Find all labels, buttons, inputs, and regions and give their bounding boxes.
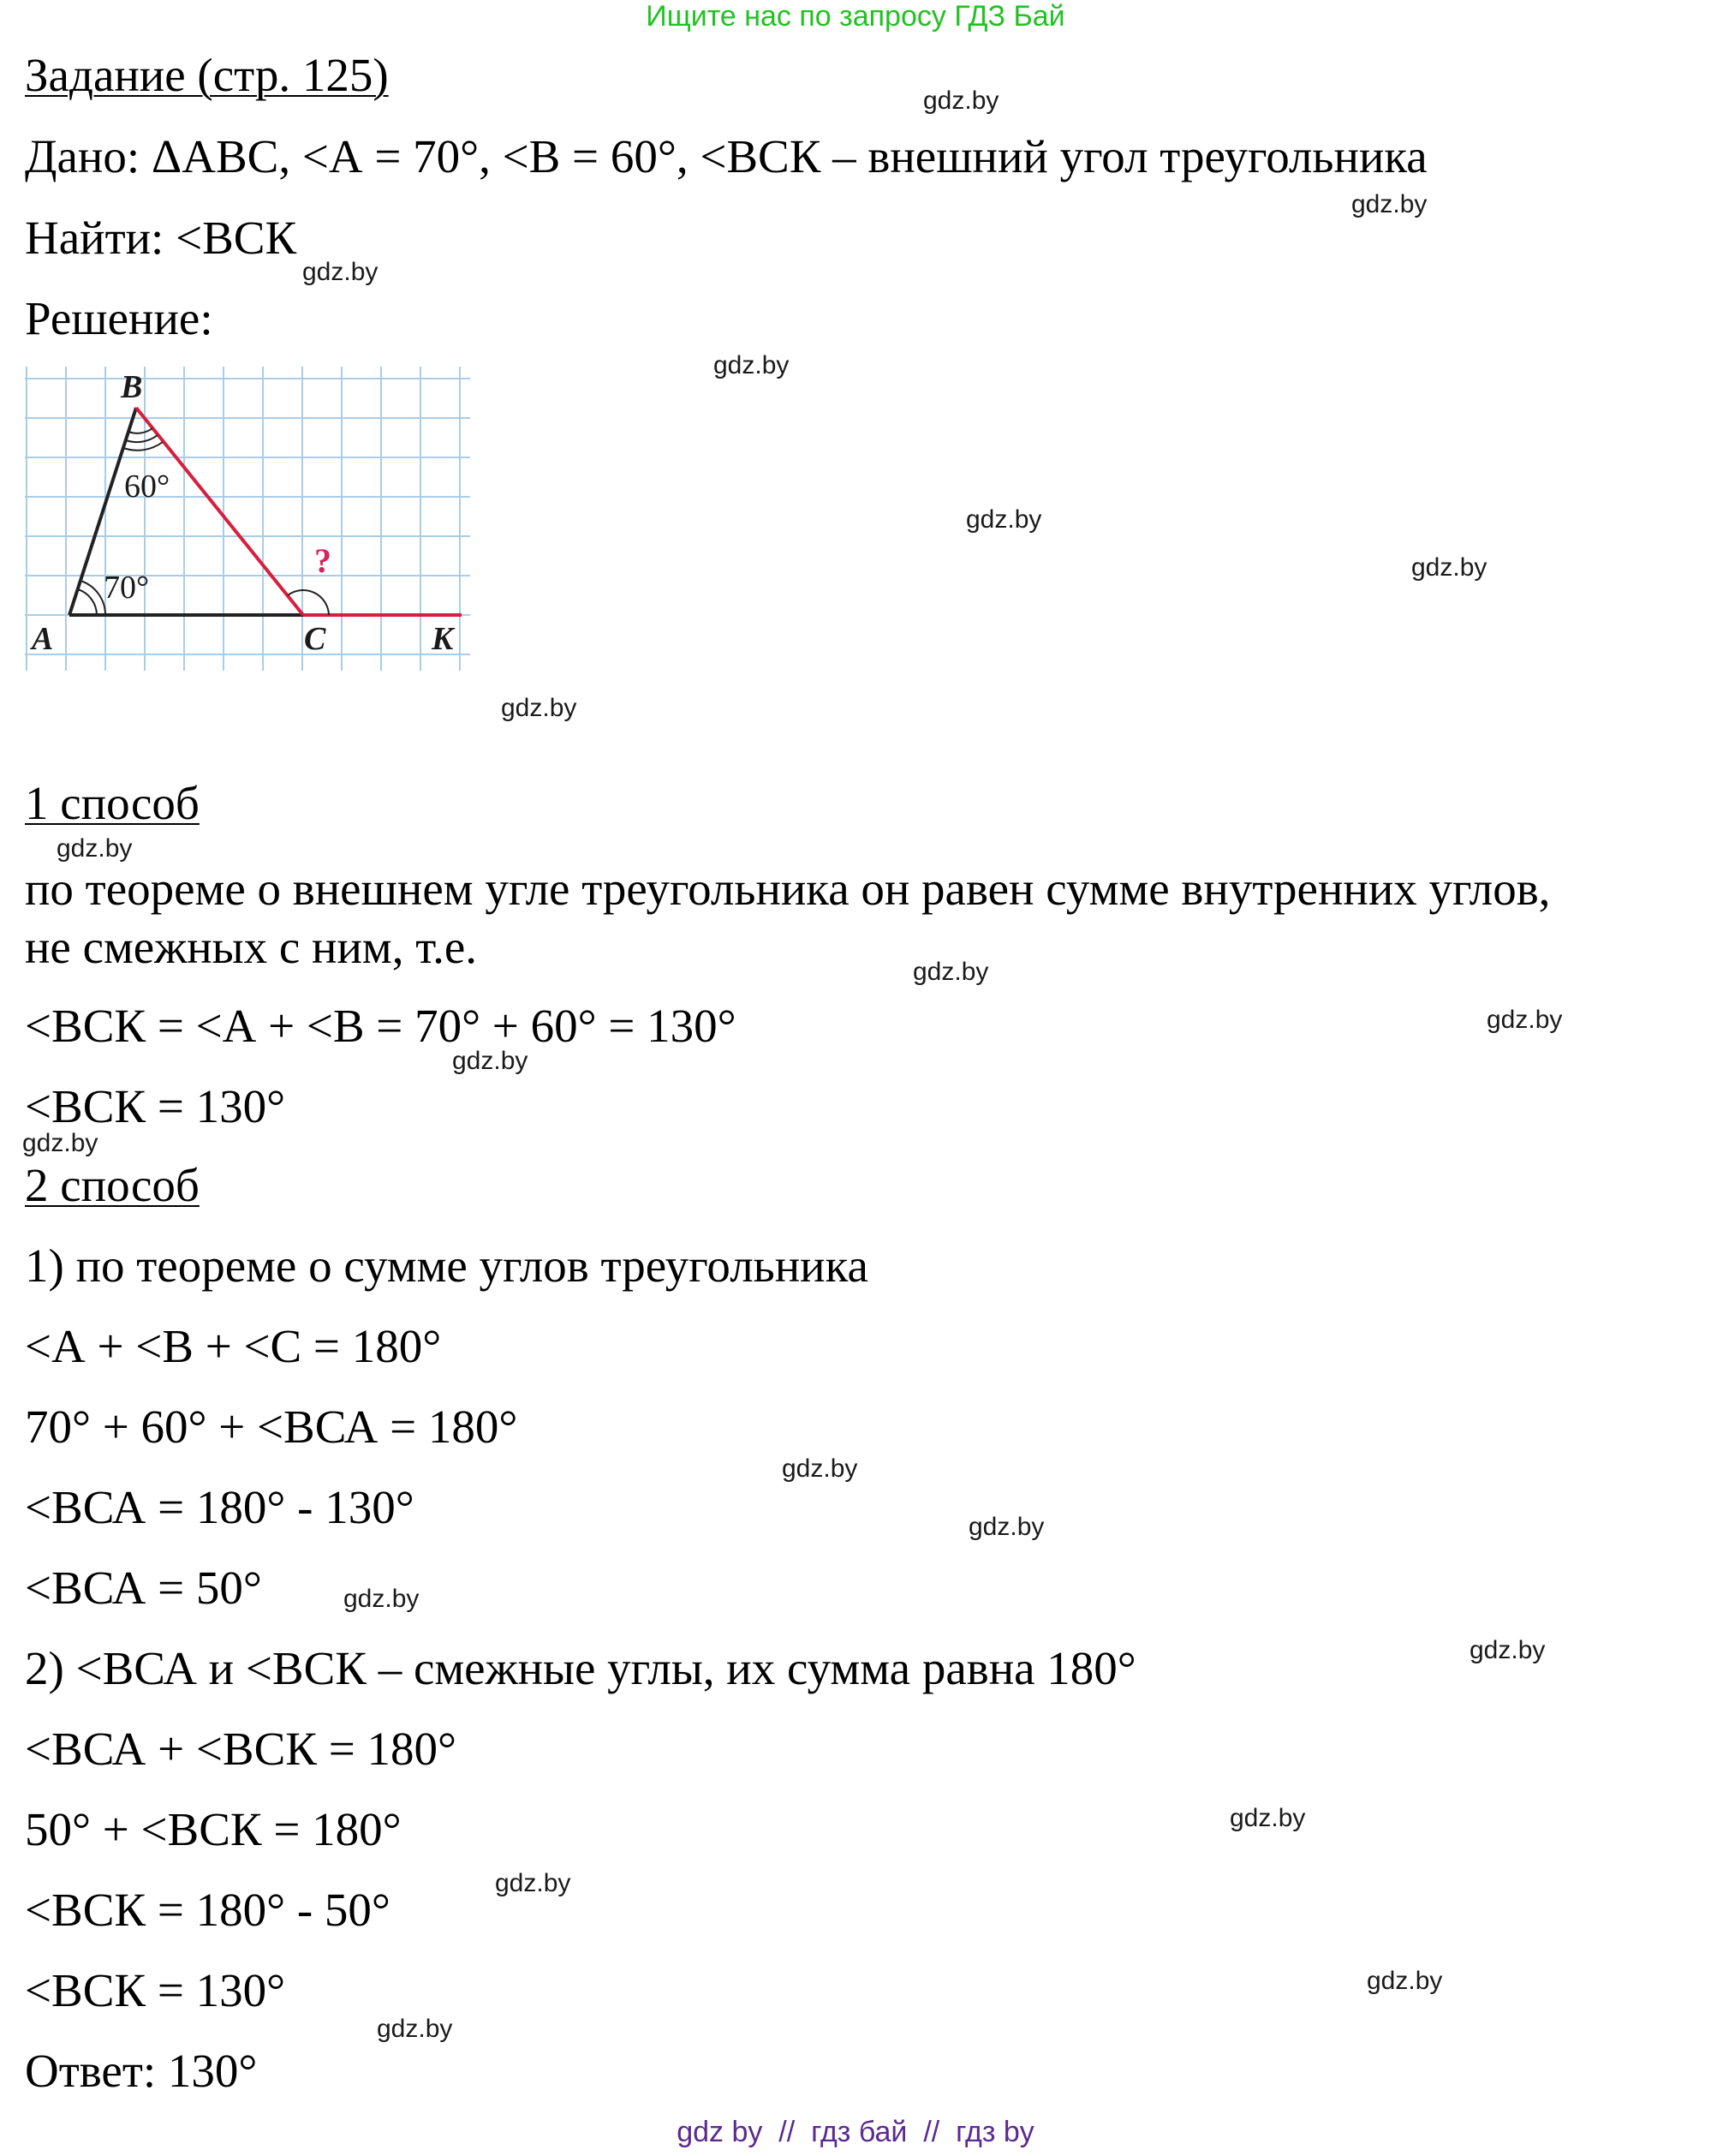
- vertex-k-label: K: [432, 621, 454, 657]
- method1-text-1: по теореме о внешнем угле треугольника он равен сумме внутренних углов,: [25, 863, 1551, 915]
- watermark: gdz.by: [501, 694, 577, 722]
- watermark: gdz.by: [302, 258, 379, 286]
- method2-eq-2: 70° + 60° + <ВСА = 180°: [25, 1401, 518, 1453]
- method2-eq-8: <ВСК = 130°: [25, 1964, 286, 2016]
- find-line: Найти: <ВСК: [25, 212, 297, 264]
- method1-text-2: не смежных с ним, т.е.: [25, 921, 478, 973]
- method2-eq-6: 50° + <ВСК = 180°: [25, 1803, 402, 1855]
- angle-b-arc-3: [123, 442, 163, 451]
- method2-eq-3: <ВСА = 180° - 130°: [25, 1481, 414, 1533]
- watermark: gdz.by: [1487, 1006, 1563, 1034]
- method2-eq-5: <ВСА + <ВСК = 180°: [25, 1723, 456, 1775]
- answer-line: Ответ: 130°: [25, 2045, 258, 2097]
- watermark: gdz.by: [923, 87, 999, 115]
- method2-step-2: 2) <ВСА и <ВСК – смежные углы, их сумма равна 180°: [25, 1642, 1136, 1694]
- vertex-c-label: C: [304, 621, 326, 657]
- side-bc: [136, 408, 303, 615]
- watermark: gdz.by: [966, 505, 1042, 534]
- method1-title: 1 способ: [25, 777, 200, 829]
- watermark: gdz.by: [1470, 1636, 1546, 1664]
- method2-eq-4: <ВСА = 50°: [25, 1562, 262, 1614]
- method2-eq-1: <А + <В + <С = 180°: [25, 1320, 442, 1372]
- solution-label: Решение:: [25, 292, 213, 344]
- task-title: Задание (стр. 125): [25, 49, 389, 101]
- site-footer: gdz by // гдз бай // гдз by: [677, 2116, 1034, 2148]
- watermark: gdz.by: [452, 1047, 528, 1075]
- watermark: gdz.by: [782, 1454, 858, 1483]
- angle-a-arc-inner: [78, 589, 97, 615]
- method2-step-1: 1) по теореме о сумме углов треугольника: [25, 1239, 868, 1292]
- watermark: gdz.by: [1411, 553, 1487, 582]
- site-banner: Ищите нас по запросу ГДЗ Бай: [646, 0, 1065, 33]
- angle-a-label: 70°: [104, 570, 150, 606]
- method2-title: 2 способ: [25, 1159, 200, 1211]
- method1-eq-2: <ВСК = 130°: [25, 1080, 286, 1132]
- grid-paper: [25, 367, 470, 671]
- method2-eq-7: <ВСК = 180° - 50°: [25, 1884, 390, 1936]
- vertex-a-label: A: [32, 621, 54, 657]
- watermark: gdz.by: [1367, 1967, 1443, 1995]
- angle-b-label: 60°: [124, 469, 170, 505]
- watermark: gdz.by: [495, 1869, 571, 1897]
- watermark: gdz.by: [1230, 1804, 1306, 1832]
- angle-b-arc-2: [126, 435, 158, 442]
- watermark: gdz.by: [1351, 190, 1428, 218]
- unknown-angle-label: ?: [314, 541, 331, 580]
- triangle-figure: [25, 367, 470, 671]
- angle-a-arc-outer: [80, 581, 105, 615]
- method1-eq-1: <ВСК = <А + <В = 70° + 60° = 130°: [25, 1000, 736, 1052]
- watermark: gdz.by: [913, 958, 989, 986]
- vertex-b-label: B: [121, 369, 143, 405]
- watermark: gdz.by: [22, 1129, 98, 1157]
- watermark: gdz.by: [343, 1585, 420, 1613]
- watermark: gdz.by: [969, 1513, 1045, 1541]
- watermark: gdz.by: [377, 2015, 453, 2043]
- watermark: gdz.by: [57, 834, 133, 863]
- watermark: gdz.by: [713, 351, 790, 379]
- angle-b-arc-1: [128, 428, 152, 433]
- given-line: Дано: ΔАВС, <А = 70°, <В = 60°, <ВСК – внешний угол треугольника: [25, 130, 1428, 182]
